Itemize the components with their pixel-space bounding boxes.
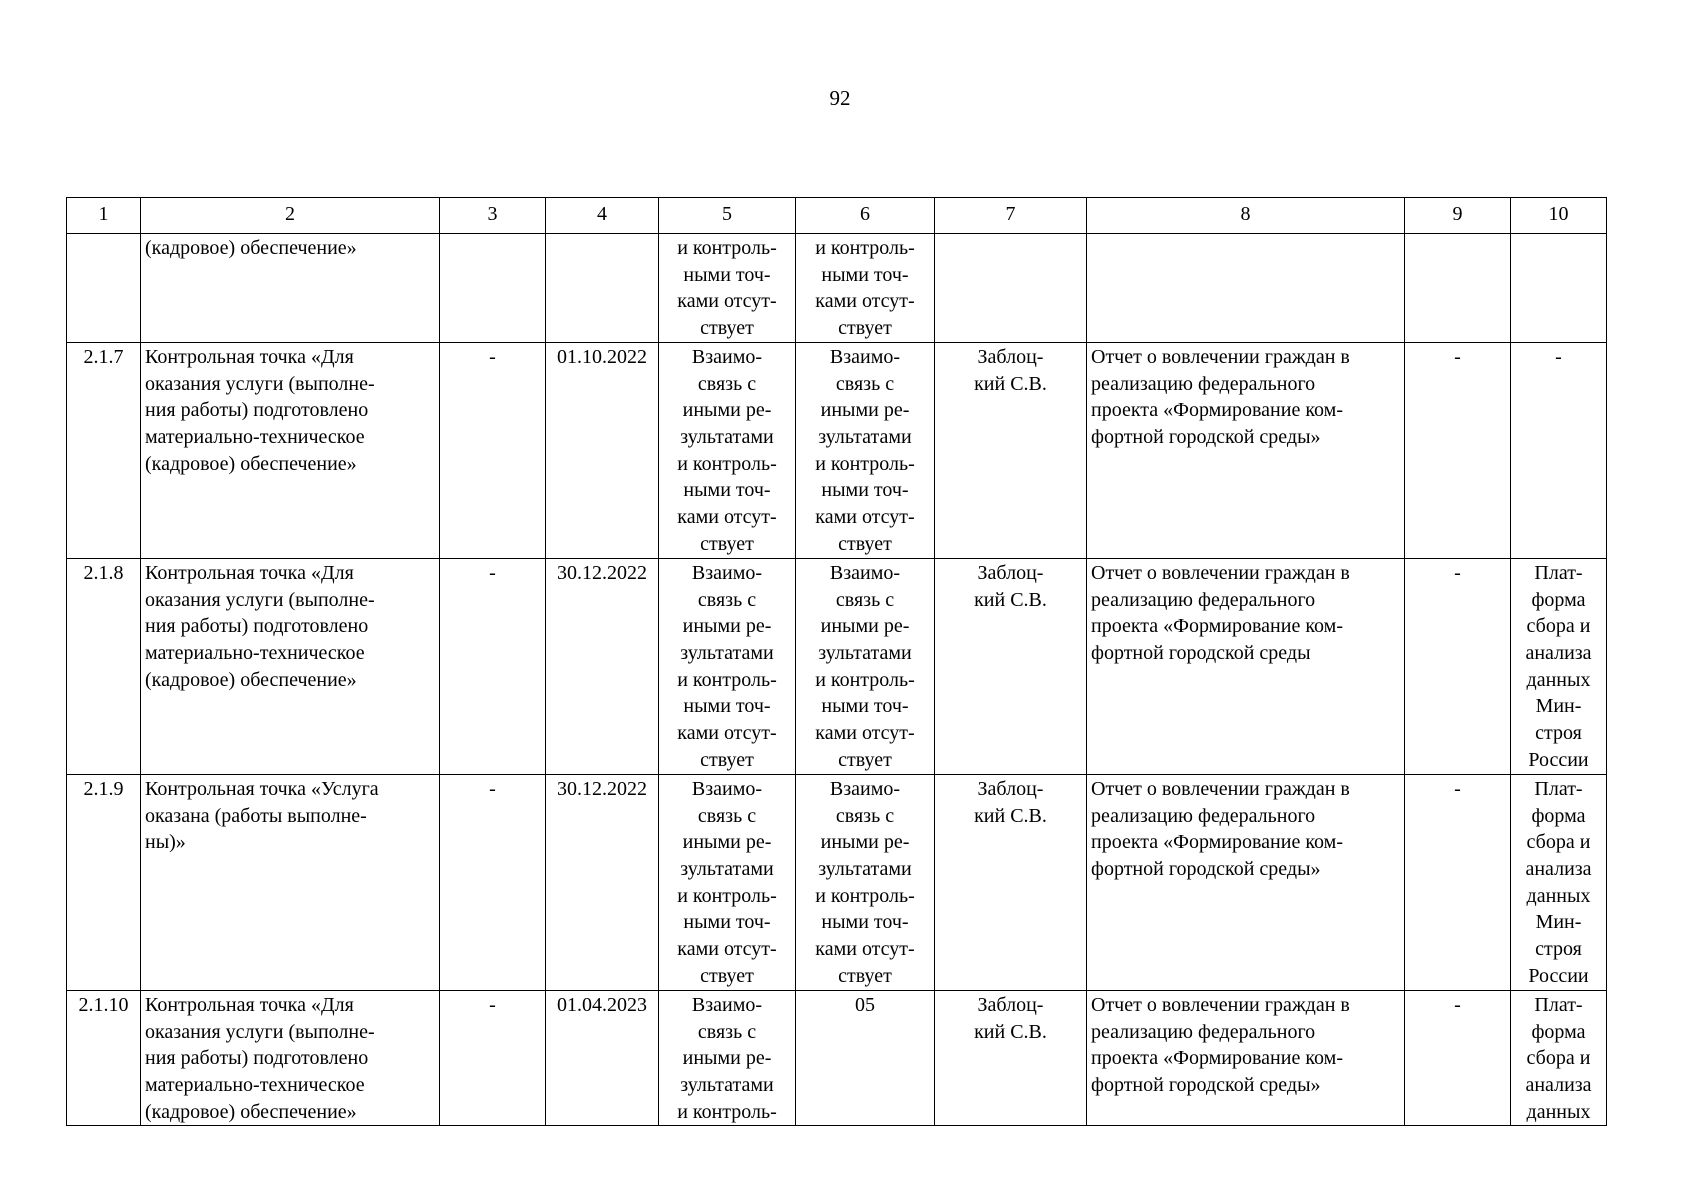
cell-line: проекта «Формирование ком- (1091, 831, 1343, 854)
cell-line: ствует (700, 964, 754, 987)
cell-line: ками отсут- (815, 938, 915, 961)
cell-document (1087, 342, 1405, 558)
cell-line: ния работы) подготовлено (145, 399, 369, 422)
cell-line: - (1555, 345, 1562, 368)
cell-number (67, 234, 141, 343)
cell-line: реализацию федерального (1091, 372, 1316, 395)
cell-date: 01.10.2022 (546, 342, 659, 558)
cell-line: и контроль- (677, 668, 777, 691)
cell-line: кий С.В. (974, 1020, 1047, 1043)
cell-line: и контроль- (677, 1100, 777, 1123)
cell-line: фортной городской среды» (1091, 425, 1321, 448)
cell-line: форма (1531, 804, 1586, 827)
plan-table (66, 197, 1607, 1126)
header-col-10: 10 (1511, 198, 1607, 234)
cell-line: зультатами (818, 641, 912, 664)
cell-col9: - (1405, 990, 1511, 1126)
cell-line: Отчет о вовлечении граждан в (1091, 993, 1350, 1016)
table-row (67, 558, 1607, 774)
cell-line: кий С.В. (974, 588, 1047, 611)
cell-line: ствует (838, 964, 892, 987)
header-col-4: 4 (546, 198, 659, 234)
cell-number: 2.1.7 (67, 342, 141, 558)
header-col-2: 2 (141, 198, 440, 234)
cell-line: 05 (855, 993, 875, 1016)
cell-number: 2.1.9 (67, 774, 141, 990)
cell-line: и контроль- (677, 237, 777, 259)
cell-line: (кадровое) обеспечение» (145, 452, 357, 475)
cell-line: иными ре- (820, 831, 910, 854)
cell-name (141, 990, 440, 1126)
cell-col9: - (1405, 342, 1511, 558)
cell-col5 (659, 558, 796, 774)
cell-line: кий С.В. (974, 804, 1047, 827)
cell-line: связь с (697, 1020, 757, 1043)
cell-line: ками отсут- (677, 506, 777, 529)
cell-name (141, 774, 440, 990)
cell-line: Заблоц- (977, 993, 1044, 1016)
header-col-5: 5 (659, 198, 796, 234)
cell-line: ками отсут- (815, 722, 915, 745)
cell-line: Мин- (1535, 695, 1582, 718)
cell-number: 2.1.10 (67, 990, 141, 1126)
page-number: 92 (829, 86, 851, 110)
cell-col5 (659, 342, 796, 558)
cell-line: сбора и (1526, 831, 1591, 854)
cell-col6 (796, 990, 935, 1126)
cell-line: кий С.В. (974, 372, 1047, 395)
cell-line: Контрольная точка «Для (145, 561, 354, 584)
cell-document (1087, 774, 1405, 990)
cell-col9: - (1405, 558, 1511, 774)
cell-col9: - (1405, 774, 1511, 990)
cell-line: связь с (835, 804, 895, 827)
cell-responsible (935, 234, 1087, 343)
cell-line: ками отсут- (677, 722, 777, 745)
cell-line: фортной городской среды (1091, 641, 1311, 664)
cell-line: иными ре- (682, 399, 772, 422)
cell-document (1087, 990, 1405, 1126)
cell-line: иными ре- (682, 615, 772, 638)
cell-line: ния работы) подготовлено (145, 615, 369, 638)
cell-line: ствует (700, 317, 754, 340)
cell-line: анализа (1525, 641, 1592, 664)
cell-line: и контроль- (677, 452, 777, 475)
cell-line: ны)» (145, 831, 186, 854)
cell-date (546, 234, 659, 343)
cell-line: строя (1535, 938, 1582, 961)
cell-line: Отчет о вовлечении граждан в (1091, 345, 1350, 368)
cell-col10 (1511, 234, 1607, 343)
cell-line: и контроль- (815, 884, 915, 907)
cell-line: Контрольная точка «Для (145, 345, 354, 368)
cell-line: и контроль- (815, 452, 915, 475)
cell-line: зультатами (818, 857, 912, 880)
cell-line: Заблоц- (977, 345, 1044, 368)
cell-line: ками отсут- (815, 506, 915, 529)
header-col-3: 3 (440, 198, 546, 234)
cell-line: анализа (1525, 857, 1592, 880)
cell-line: ными точ- (683, 911, 771, 934)
cell-line: ками отсут- (815, 290, 915, 313)
cell-line: зультатами (680, 641, 774, 664)
cell-line: и контроль- (677, 884, 777, 907)
cell-number: 2.1.8 (67, 558, 141, 774)
cell-line: фортной городской среды» (1091, 857, 1321, 880)
cell-line: Отчет о вовлечении граждан в (1091, 561, 1350, 584)
cell-line: оказания услуги (выполне- (145, 588, 375, 611)
table-body (67, 234, 1607, 1126)
cell-date: 01.04.2023 (546, 990, 659, 1126)
cell-line: ными точ- (821, 695, 909, 718)
cell-line: проекта «Формирование ком- (1091, 399, 1343, 422)
cell-line: ками отсут- (677, 290, 777, 313)
cell-col10 (1511, 774, 1607, 990)
cell-line: проекта «Формирование ком- (1091, 1047, 1343, 1070)
cell-line: России (1528, 748, 1589, 771)
cell-col3 (440, 234, 546, 343)
table-row (67, 234, 1607, 343)
cell-line: иными ре- (682, 1047, 772, 1070)
cell-line: связь с (835, 588, 895, 611)
cell-line: ствует (700, 532, 754, 555)
cell-col6 (796, 558, 935, 774)
cell-line: Контрольная точка «Услуга (145, 777, 379, 800)
cell-line: материально-техническое (145, 641, 365, 664)
cell-line: анализа (1525, 1073, 1592, 1096)
cell-line: (кадровое) обеспечение» (145, 668, 357, 691)
header-col-1: 1 (67, 198, 141, 234)
cell-line: ными точ- (821, 911, 909, 934)
cell-line: ными точ- (683, 263, 771, 286)
cell-date: 30.12.2022 (546, 774, 659, 990)
cell-line: Мин- (1535, 911, 1582, 934)
cell-line: Взаимо- (829, 777, 901, 800)
cell-line: ками отсут- (677, 938, 777, 961)
table-row (67, 774, 1607, 990)
cell-col6 (796, 774, 935, 990)
cell-line: материально-техническое (145, 425, 365, 448)
cell-line: зультатами (680, 1073, 774, 1096)
cell-line: Взаимо- (829, 345, 901, 368)
cell-col10 (1511, 342, 1607, 558)
cell-line: ными точ- (683, 695, 771, 718)
cell-line: реализацию федерального (1091, 588, 1316, 611)
cell-col6 (796, 234, 935, 343)
cell-line: зультатами (680, 425, 774, 448)
cell-line: Плат- (1534, 561, 1583, 584)
header-row (67, 198, 1607, 234)
cell-name (141, 558, 440, 774)
cell-line: Плат- (1534, 993, 1583, 1016)
cell-line: (кадровое) обеспечение» (145, 1100, 357, 1123)
cell-line: связь с (835, 372, 895, 395)
cell-line: ствует (838, 532, 892, 555)
cell-line: ными точ- (683, 479, 771, 502)
cell-line: (кадровое) обеспечение» (145, 237, 357, 259)
cell-line: иными ре- (682, 831, 772, 854)
cell-col10 (1511, 558, 1607, 774)
cell-line: ными точ- (821, 263, 909, 286)
cell-line: проекта «Формирование ком- (1091, 615, 1343, 638)
cell-responsible (935, 342, 1087, 558)
cell-line: оказания услуги (выполне- (145, 1020, 375, 1043)
cell-line: связь с (697, 372, 757, 395)
cell-line: реализацию федерального (1091, 804, 1316, 827)
cell-line: оказана (работы выполне- (145, 804, 367, 827)
cell-line: Взаимо- (691, 777, 763, 800)
header-col-9: 9 (1405, 198, 1511, 234)
cell-line: зультатами (818, 425, 912, 448)
cell-document (1087, 558, 1405, 774)
cell-line: Отчет о вовлечении граждан в (1091, 777, 1350, 800)
cell-line: ния работы) подготовлено (145, 1047, 369, 1070)
header-col-8: 8 (1087, 198, 1405, 234)
cell-col3: - (440, 558, 546, 774)
cell-line: оказания услуги (выполне- (145, 372, 375, 395)
cell-line: зультатами (680, 857, 774, 880)
table-row (67, 342, 1607, 558)
cell-line: форма (1531, 588, 1586, 611)
cell-col3: - (440, 990, 546, 1126)
cell-line: сбора и (1526, 615, 1591, 638)
cell-col3: - (440, 774, 546, 990)
cell-line: ствует (838, 748, 892, 771)
cell-document (1087, 234, 1405, 343)
cell-col5 (659, 234, 796, 343)
cell-name (141, 342, 440, 558)
cell-line: Контрольная точка «Для (145, 993, 354, 1016)
cell-responsible (935, 990, 1087, 1126)
cell-line: Заблоц- (977, 561, 1044, 584)
cell-line: Взаимо- (829, 561, 901, 584)
cell-line: Плат- (1534, 777, 1583, 800)
cell-line: данных (1526, 884, 1591, 907)
header-col-6: 6 (796, 198, 935, 234)
cell-line: связь с (697, 804, 757, 827)
cell-line: и контроль- (815, 237, 915, 259)
cell-col5 (659, 774, 796, 990)
cell-line: реализацию федерального (1091, 1020, 1316, 1043)
cell-col3: - (440, 342, 546, 558)
cell-line: форма (1531, 1020, 1586, 1043)
cell-responsible (935, 558, 1087, 774)
cell-col6 (796, 342, 935, 558)
cell-col9 (1405, 234, 1511, 343)
cell-line: связь с (697, 588, 757, 611)
cell-line: материально-техническое (145, 1073, 365, 1096)
cell-line: иными ре- (820, 399, 910, 422)
cell-line: Заблоц- (977, 777, 1044, 800)
cell-date: 30.12.2022 (546, 558, 659, 774)
cell-line: и контроль- (815, 668, 915, 691)
header-col-7: 7 (935, 198, 1087, 234)
cell-line: сбора и (1526, 1047, 1591, 1070)
cell-col10 (1511, 990, 1607, 1126)
cell-responsible (935, 774, 1087, 990)
cell-line: строя (1535, 722, 1582, 745)
cell-line: Взаимо- (691, 345, 763, 368)
cell-line: Взаимо- (691, 993, 763, 1016)
cell-line: фортной городской среды» (1091, 1073, 1321, 1096)
cell-line: ствует (838, 317, 892, 340)
cell-line: иными ре- (820, 615, 910, 638)
table-row (67, 990, 1607, 1126)
cell-col5 (659, 990, 796, 1126)
cell-line: Взаимо- (691, 561, 763, 584)
cell-line: данных (1526, 1100, 1591, 1123)
cell-line: ными точ- (821, 479, 909, 502)
cell-line: России (1528, 964, 1589, 987)
cell-line: данных (1526, 668, 1591, 691)
cell-line: ствует (700, 748, 754, 771)
cell-name (141, 234, 440, 343)
